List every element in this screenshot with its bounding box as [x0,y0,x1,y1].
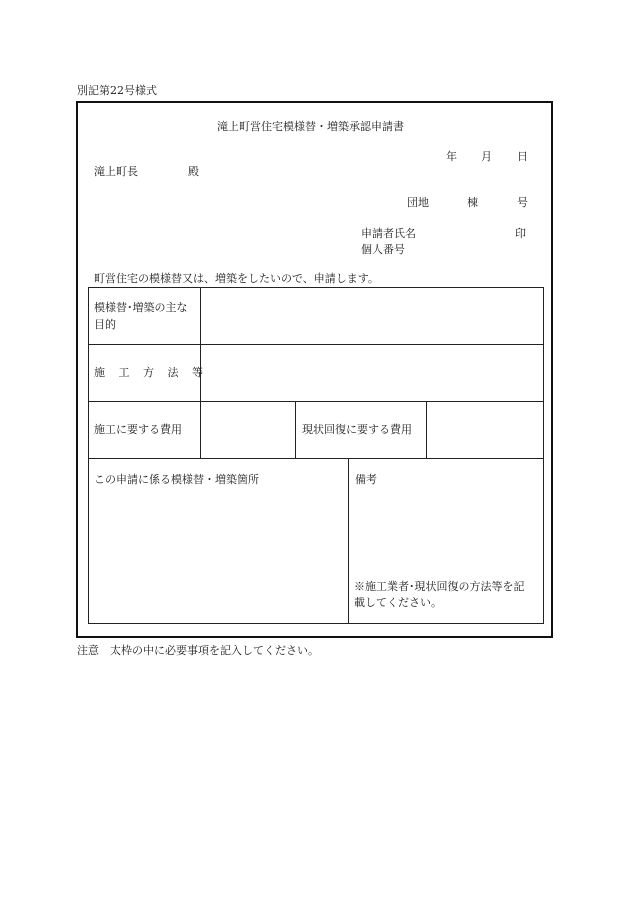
location-label: この申請に係る模様替・増築箇所 [94,473,259,486]
date-month: 月 [481,150,492,163]
restore-cost-field[interactable] [427,402,543,458]
method-field[interactable] [201,345,543,401]
addressee-name: 滝上町長 [94,165,138,178]
applicant-id-label: 個人番号 [361,243,405,256]
footer-note: 注意 太枠の中に必要事項を記入してください。 [77,644,319,657]
address-tou: 棟 [467,196,478,209]
remarks-note-line-1: ※施工業者･現状回復の方法等を記 [354,580,525,593]
address-danchi: 団地 [407,196,429,209]
cost-label: 施工に要する費用 [94,423,182,436]
purpose-field[interactable] [201,288,543,344]
addressee-honorific: 殿 [188,165,199,178]
address-gou: 号 [517,196,528,209]
remarks-label: 備考 [355,473,377,486]
applicant-name-label: 申請者氏名 [361,227,416,240]
cost-field[interactable] [201,402,295,458]
purpose-label-line-1: 模様替･増築の主な [94,301,188,314]
method-label: 施 工 方 法 等 [94,366,203,379]
date-year: 年 [446,150,457,163]
purpose-label-line-2: 目的 [94,318,116,331]
statement: 町営住宅の模様替又は、増築をしたいので、申請します。 [94,272,379,285]
form-title: 滝上町営住宅模様替・増築承認申請書 [217,120,404,133]
restore-cost-label: 現状回復に要する費用 [302,423,412,436]
form-reference: 別記第22号様式 [77,84,157,97]
remarks-note-line-2: 載してください。 [354,596,442,609]
applicant-seal: 印 [515,227,526,240]
date-day: 日 [517,150,528,163]
